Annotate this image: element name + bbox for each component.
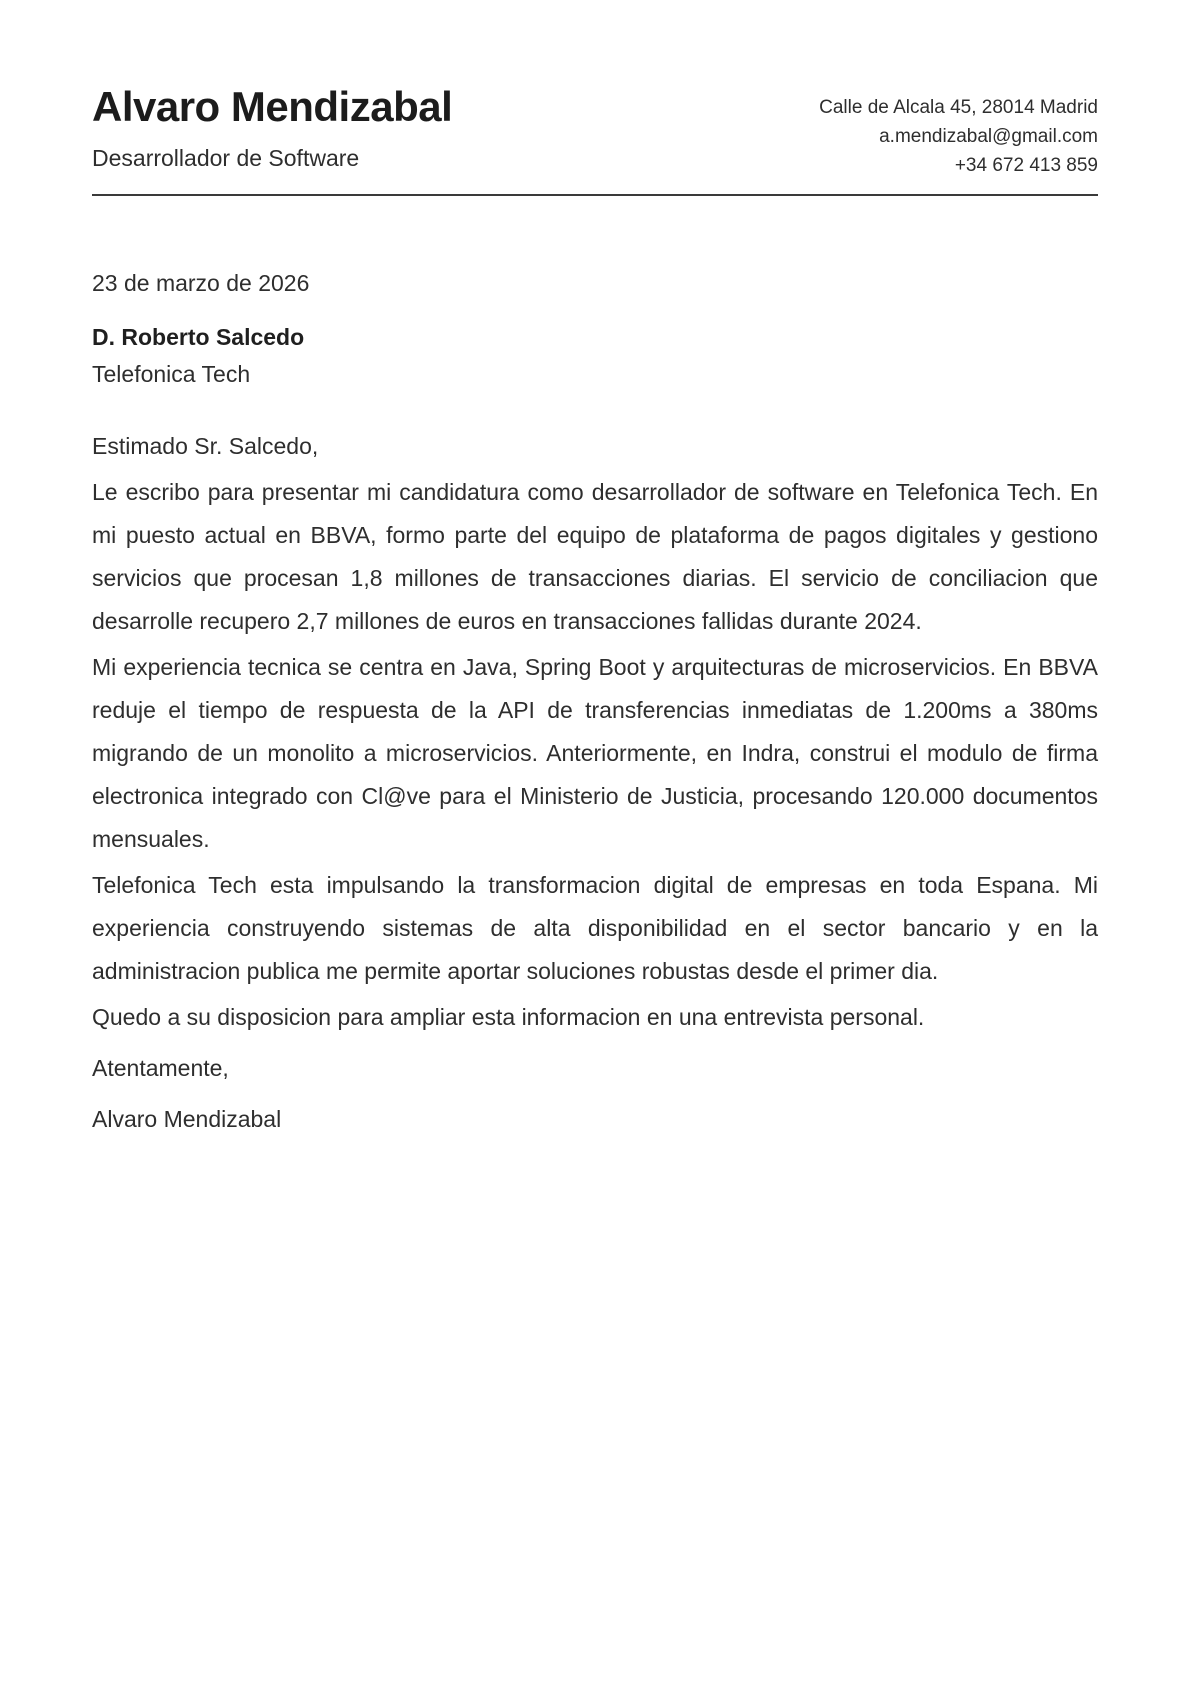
body-paragraph: Quedo a su disposicion para ampliar esta informacion en una entrevista personal. <box>92 1004 925 1030</box>
letter-body <box>92 268 1098 1141</box>
page-title: Alvaro Mendizabal <box>92 83 453 130</box>
header <box>92 85 1098 180</box>
body-paragraph: Mi experiencia tecnica se centra en Java, Spring Boot y arquitecturas de microservicios. En BBVA reduje el tiempo de respuesta de la API de transferencias inmediatas de 1.200ms a 380ms migrando de un monolito a microservicios. Anteriormente, en Indra, construi el modulo de firma electronica integrado con Cl@ve para el Ministerio de Justicia, procesando 120.000 documentos mensuales. <box>92 654 1098 852</box>
contact-info <box>819 85 1098 180</box>
recipient-company: Telefonica Tech <box>92 361 251 387</box>
header-divider <box>92 194 1098 196</box>
closing: Atentamente, <box>92 1055 229 1081</box>
body-paragraph: Le escribo para presentar mi candidatura como desarrollador de software en Telefonica Tech. En mi puesto actual en BBVA, formo parte del equipo de plataforma de pagos digitales y gestiono servicios que procesan 1,8 millones de transacciones diarias. El servicio de conciliacion que desarrolle recupero 2,7 millones de euros en transacciones fallidas durante 2024. <box>92 479 1098 634</box>
contact-phone: +34 672 413 859 <box>954 155 1098 176</box>
body-paragraph: Telefonica Tech esta impulsando la transformacion digital de empresas en toda Espana. Mi experiencia construyendo sistemas de alta disponibilidad en el sector bancario y en la administracion publica me permite aportar soluciones robustas desde el primer dia. <box>92 872 1098 984</box>
salutation: Estimado Sr. Salcedo, <box>92 433 319 459</box>
header-identity <box>92 85 452 172</box>
recipient-name: D. Roberto Salcedo <box>92 324 305 350</box>
signature: Alvaro Mendizabal <box>92 1106 282 1132</box>
letter-date: 23 de marzo de 2026 <box>92 270 310 296</box>
contact-email: a.mendizabal@gmail.com <box>879 126 1098 147</box>
job-title: Desarrollador de Software <box>92 145 360 172</box>
contact-address: Calle de Alcala 45, 28014 Madrid <box>819 97 1098 118</box>
